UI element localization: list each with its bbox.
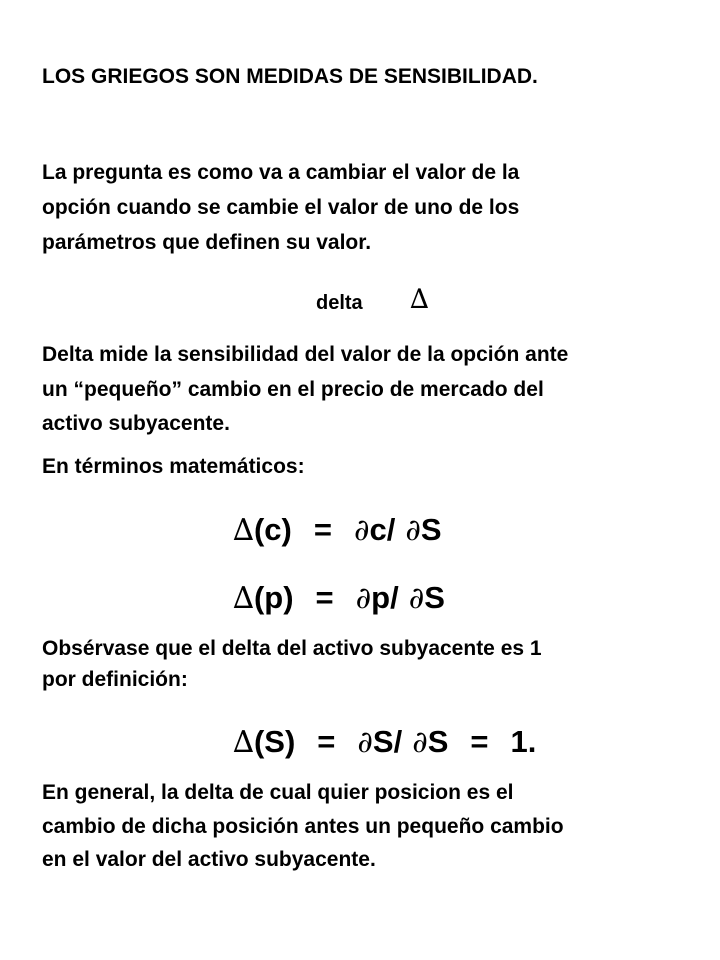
delta-heading-label: delta (316, 292, 363, 314)
eq-denominator: S (427, 724, 449, 759)
eq-equals: = (315, 580, 334, 615)
eq-lhs: (S) (253, 724, 296, 759)
eq-numerator: S/ (372, 724, 403, 759)
eq-equals: = (313, 512, 332, 547)
general-line-3: en el valor del activo subyacente. (42, 848, 376, 871)
eq-lhs: (c) (253, 512, 292, 547)
equation-put-delta (233, 578, 445, 619)
delta-symbol: ∆ (410, 284, 429, 315)
eq-denominator: S (424, 580, 445, 615)
intro-line-1: La pregunta es como va a cambiar el valor de la (42, 161, 520, 184)
page-title: LOS GRIEGOS SON MEDIDAS DE SENSIBILIDAD. (42, 65, 538, 88)
partial-sign: ∂ (355, 581, 372, 616)
partial-sign: ∂ (405, 513, 421, 548)
delta-def-line-2: un “pequeño” cambio en el precio de mercado del (42, 378, 544, 401)
eq-numerator: c/ (369, 512, 396, 547)
eq-result: 1. (510, 724, 537, 759)
delta-def-line-3: activo subyacente. (42, 412, 230, 435)
partial-sign: ∂ (353, 513, 370, 548)
eq-denominator: S (420, 512, 442, 547)
intro-line-3: parámetros que definen su valor. (42, 231, 372, 254)
intro-line-2: opción cuando se cambie el valor de uno de los (42, 196, 520, 219)
equation-call-delta (233, 510, 442, 551)
equation-underlying-delta (233, 722, 536, 763)
eq-equals-2: = (470, 724, 489, 759)
partial-sign: ∂ (412, 725, 428, 760)
observe-line-2: por definición: (42, 668, 188, 691)
delta-def-line-1: Delta mide la sensibilidad del valor de la opción ante (42, 343, 569, 366)
partial-sign: ∂ (357, 725, 373, 760)
eq-equals: = (317, 724, 336, 759)
partial-sign: ∂ (408, 581, 425, 616)
eq-numerator: p/ (371, 580, 399, 615)
delta-sign: ∆ (233, 725, 254, 760)
delta-sign: ∆ (233, 581, 254, 616)
math-intro: En términos matemáticos: (42, 455, 305, 478)
eq-lhs: (p) (253, 580, 294, 615)
delta-sign: ∆ (233, 513, 254, 548)
general-line-1: En general, la delta de cual quier posicion es el (42, 781, 514, 804)
observe-line-1: Obsérvase que el delta del activo subyacente es 1 (42, 637, 542, 660)
general-line-2: cambio de dicha posición antes un pequeño cambio (42, 815, 564, 838)
